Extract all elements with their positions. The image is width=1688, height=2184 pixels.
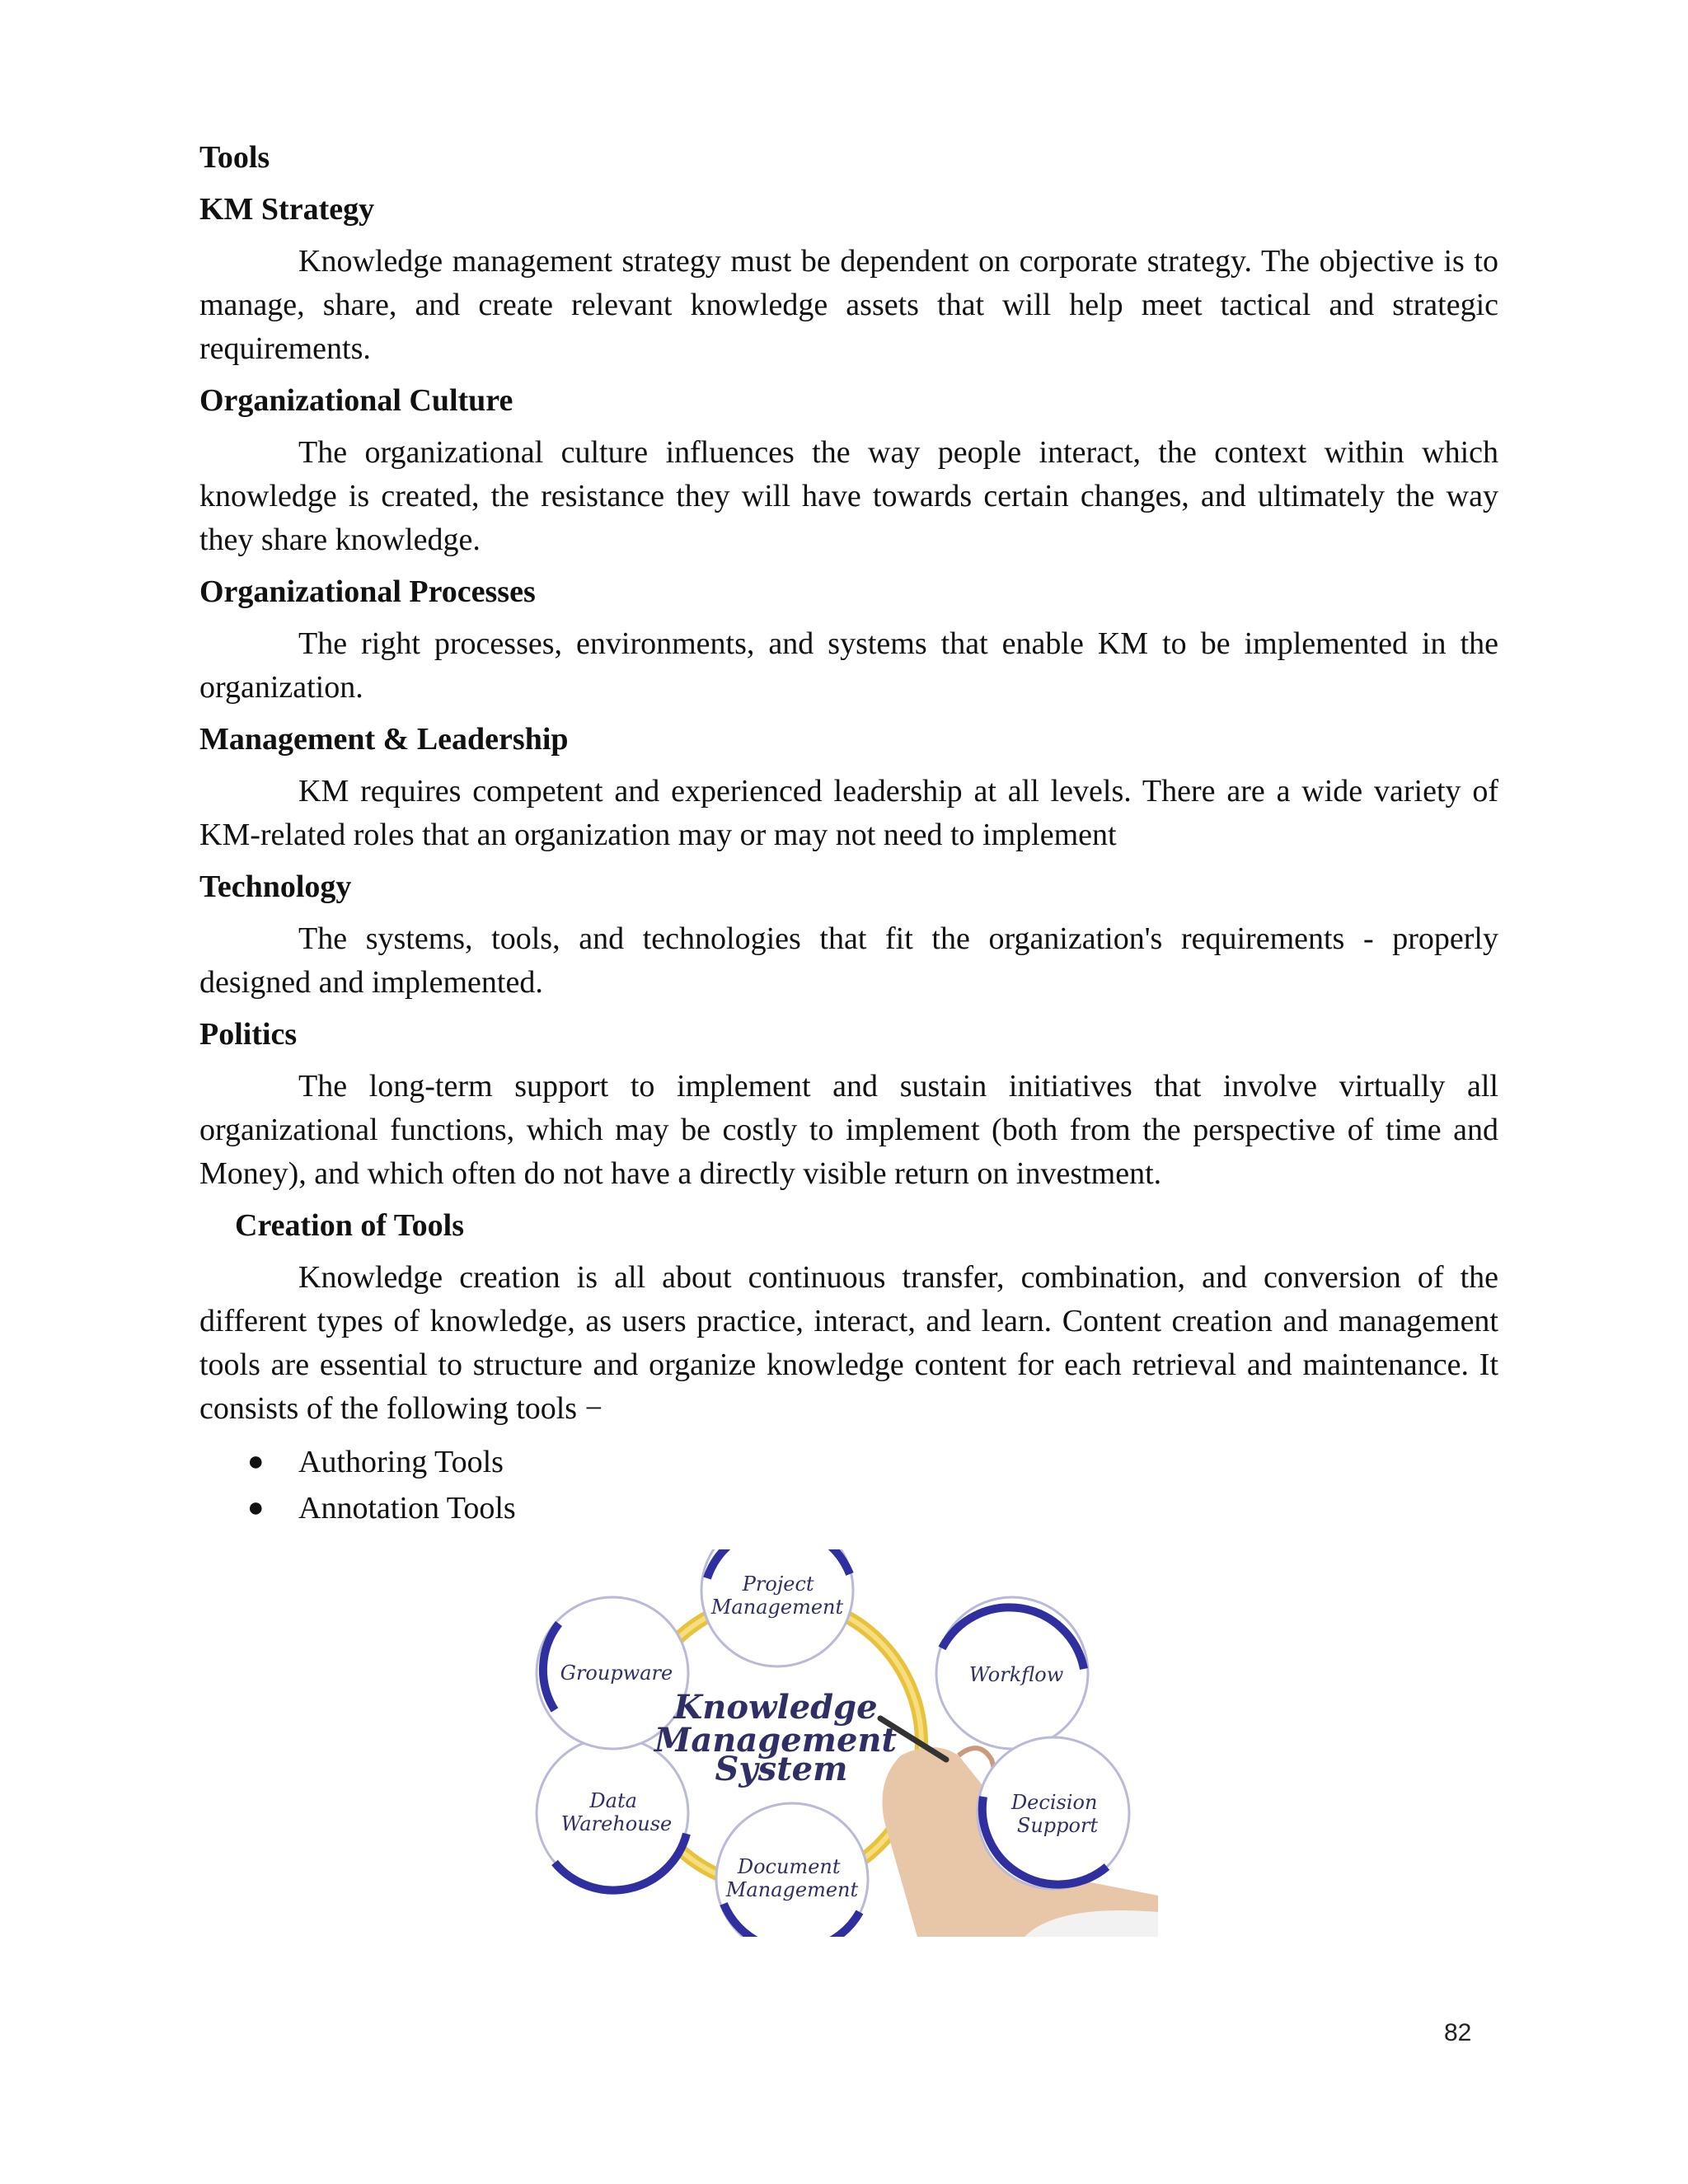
node-label-line: Groupware	[560, 1661, 673, 1685]
node-label-line: Support	[1016, 1814, 1099, 1837]
heading-organizational-culture: Organizational Culture	[199, 383, 513, 418]
heading-tools: Tools	[199, 140, 270, 175]
svg-text:Document Management	[725, 1855, 859, 1901]
paragraph-management-leadership: KM requires competent and experienced leadership at all levels. There are a wide variety of KM-related roles that an organization may or may not need to implement	[199, 774, 1498, 852]
node-label-line: Decision	[1010, 1791, 1098, 1814]
bullet-dot-icon: ●	[247, 1446, 265, 1477]
center-label-line: System	[715, 1750, 848, 1788]
heading-management-leadership: Management & Leadership	[199, 722, 569, 757]
heading-km-strategy: KM Strategy	[199, 192, 375, 227]
heading-technology: Technology	[199, 869, 352, 904]
center-label-line: Knowledge	[673, 1688, 878, 1727]
heading-creation-of-tools: Creation of Tools	[235, 1208, 465, 1243]
node-document-management	[716, 1803, 868, 1937]
paragraph-politics: The long-term support to implement and sustain initiatives that involve virtually all organizational functions, which may be costly to implement (both from the perspective of time and Money), and which often do not have a directly visible return on investment.	[199, 1069, 1498, 1191]
heading-organizational-processes: Organizational Processes	[199, 574, 536, 609]
bullet-text: Annotation Tools	[298, 1491, 516, 1526]
center-label	[653, 1688, 908, 1788]
paragraph-km-strategy: Knowledge management strategy must be dependent on corporate strategy. The objective is to manage, share, and create relevant knowledge assets that will help meet tactical and strategic requirements.	[199, 244, 1498, 366]
node-project-management	[701, 1549, 853, 1666]
svg-text:Decision Support	[1010, 1791, 1104, 1837]
node-label-line: Data	[589, 1789, 637, 1812]
bullet-item	[199, 1439, 1498, 1485]
heading-politics: Politics	[199, 1017, 298, 1052]
node-label-line: Project	[742, 1572, 814, 1596]
svg-text:Groupware	[560, 1661, 673, 1685]
node-label-line: Document	[737, 1855, 841, 1878]
bullet-item	[199, 1485, 1498, 1531]
node-label-line: Workflow	[968, 1663, 1064, 1686]
paragraph-creation-of-tools: Knowledge creation is all about continuous transfer, combination, and conversion of the different types of knowledge, as users practice, interact, and learn. Content creation and management tools are essential to structure and organize knowledge content for each retrieval and maintenance. It consists of the following tools −	[199, 1260, 1498, 1426]
center-label-line: Management	[654, 1721, 898, 1760]
km-system-figure	[530, 1549, 1158, 1937]
svg-text:Workflow	[969, 1663, 1064, 1686]
paragraph-organizational-culture: The organizational culture influences the way people interact, the context within which knowledge is created, the resistance they will have towards certain changes, and ultimately the way they share knowledge.	[199, 435, 1498, 557]
tools-bullet-list	[199, 1439, 1498, 1531]
node-label-line: Warehouse	[560, 1812, 673, 1835]
paragraph-organizational-processes: The right processes, environments, and systems that enable KM to be implemented in the organization.	[199, 626, 1498, 705]
node-data-warehouse	[537, 1737, 688, 1891]
node-label-line: Management	[725, 1878, 859, 1901]
page-number: 82	[1444, 2019, 1472, 2046]
node-label-line: Management	[710, 1596, 844, 1619]
node-workflow	[936, 1597, 1088, 1749]
node-decision-support	[978, 1737, 1129, 1889]
paragraph-technology: The systems, tools, and technologies that fit the organization's requirements - properly designed and implemented.	[199, 921, 1498, 1000]
bullet-dot-icon: ●	[247, 1493, 265, 1523]
page-body	[199, 136, 1498, 1531]
bullet-text: Authoring Tools	[298, 1445, 504, 1479]
